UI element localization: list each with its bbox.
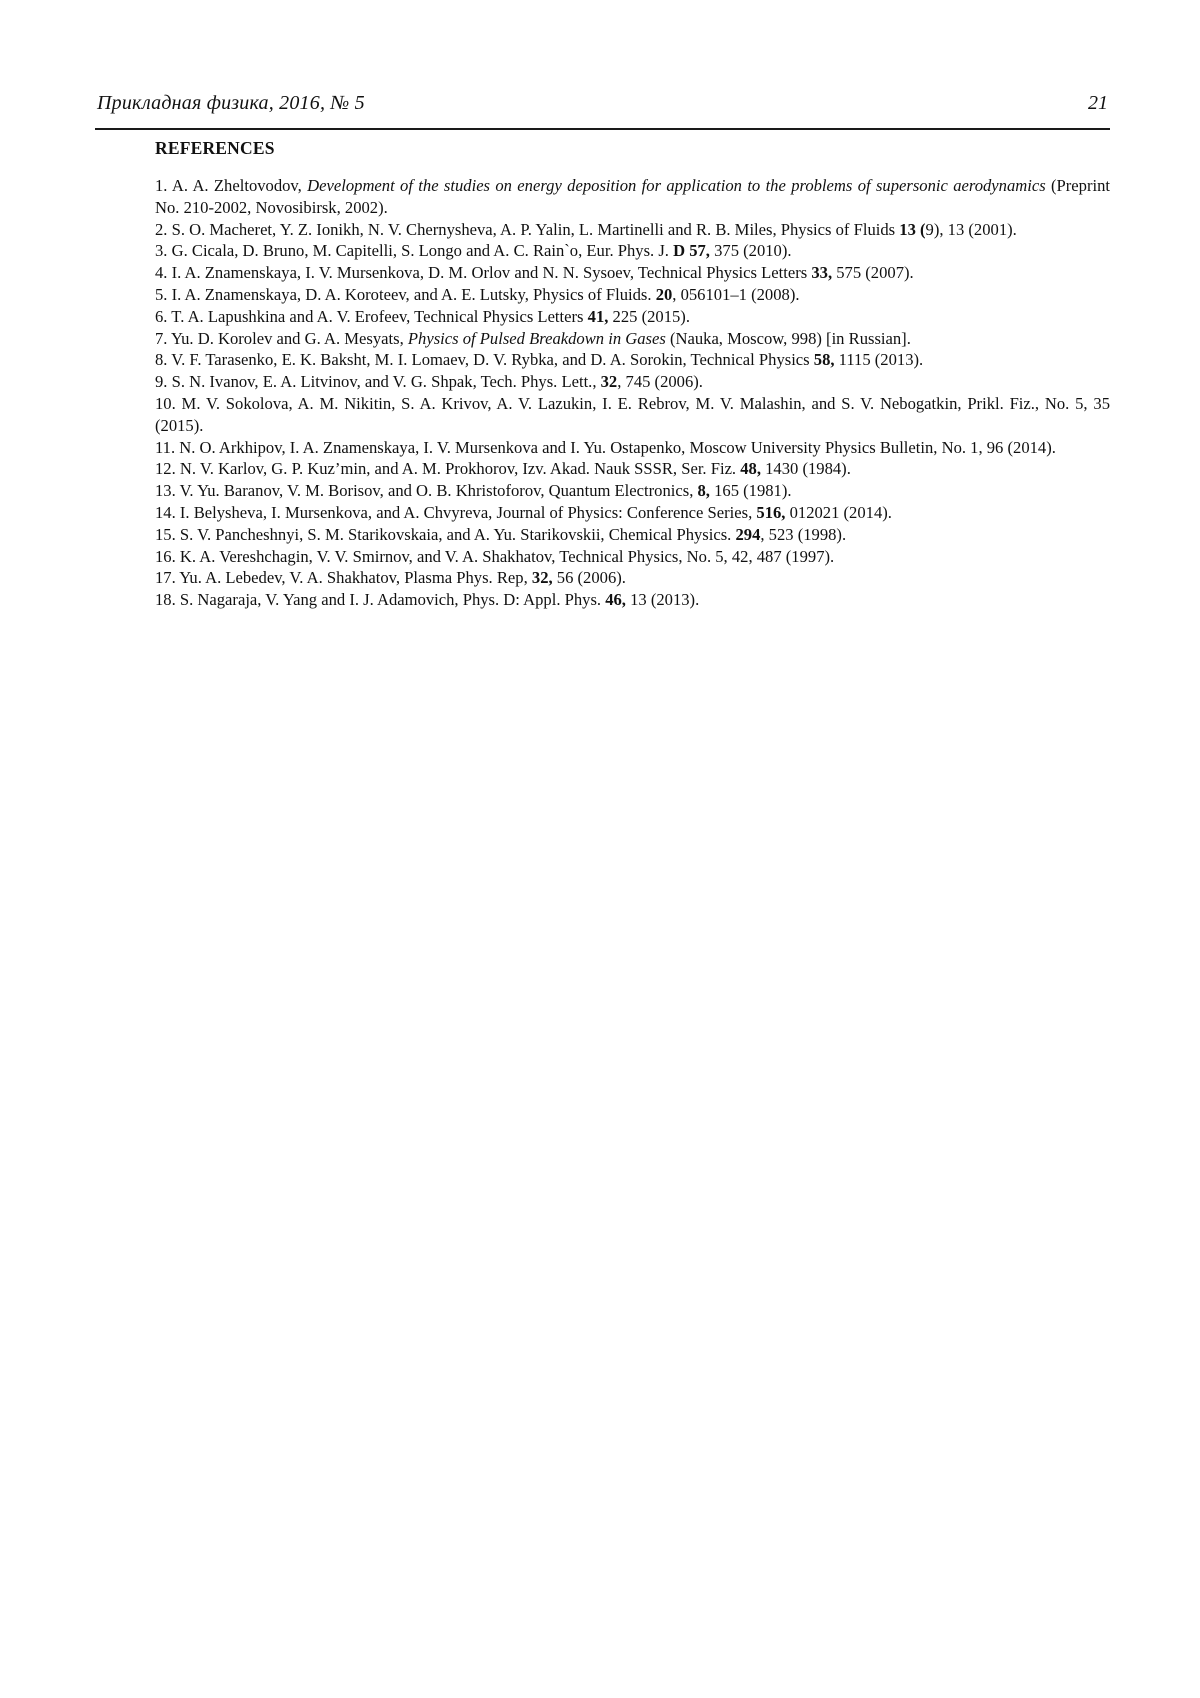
reference-text: 32	[600, 372, 618, 392]
reference-text: , 745 (2006).	[617, 372, 703, 392]
references-section	[155, 138, 1110, 611]
reference-text: 4. I. A. Znamenskaya, I. V. Mursenkova, D. M. Orlov and N. N. Sysoev, Technical Physics Letters	[155, 263, 812, 283]
reference-text: (Preprint No. 210-2002, Novosibirsk, 2002).	[155, 176, 1111, 217]
reference-item	[155, 371, 1110, 393]
reference-text: 294	[735, 524, 761, 544]
reference-text: 14. I. Belysheva, I. Mursenkova, and A. Chvyreva, Journal of Physics: Conference Series,	[155, 502, 757, 522]
reference-text: Physics of Pulsed Breakdown in Gases	[407, 328, 666, 348]
reference-list	[155, 175, 1110, 611]
reference-text: 58,	[813, 350, 835, 370]
journal-title: Прикладная физика, 2016, № 5	[97, 92, 365, 114]
reference-text: 7. Yu. D. Korolev and G. A. Mesyats,	[155, 328, 408, 348]
reference-text: 12. N. V. Karlov, G. P. Kuz’min, and A. M. Prokhorov, Izv. Akad. Nauk SSSR, Ser. Fiz.	[155, 459, 741, 479]
reference-text: 3. G. Cicala, D. Bruno, M. Capitelli, S. Longo and A. C. Rain`o, Eur. Phys. J.	[155, 241, 674, 261]
reference-item	[155, 480, 1110, 502]
reference-item	[155, 328, 1110, 350]
reference-text: 165 (1981).	[709, 481, 792, 501]
reference-text: 17. Yu. A. Lebedev, V. A. Shakhatov, Plasma Phys. Rep,	[155, 568, 532, 588]
running-header	[95, 90, 1110, 130]
reference-item	[155, 284, 1110, 306]
reference-item	[155, 219, 1110, 241]
reference-text: 32,	[531, 568, 553, 588]
reference-text: 1. A. A. Zheltovodov,	[155, 176, 308, 195]
reference-item	[155, 349, 1110, 371]
reference-item	[155, 524, 1110, 546]
reference-text: 516,	[756, 502, 786, 522]
reference-text: 012021 (2014).	[785, 502, 892, 522]
reference-text: 13	[899, 219, 916, 239]
reference-text: , 056101–1 (2008).	[672, 284, 800, 304]
reference-text: 48,	[740, 459, 761, 479]
references-heading: REFERENCES	[155, 138, 275, 158]
reference-text: 16. K. A. Vereshchagin, V. V. Smirnov, and V. A. Shakhatov, Technical Physics, No. 5, 42, 487 (1997).	[155, 546, 835, 566]
reference-text: (Nauka, Moscow, 998) [in Russian].	[665, 328, 911, 348]
reference-item	[155, 306, 1110, 328]
reference-item	[155, 589, 1110, 611]
reference-item	[155, 458, 1110, 480]
reference-text: 33,	[811, 263, 833, 283]
reference-text: 13. V. Yu. Baranov, V. M. Borisov, and O. B. Khristoforov, Quantum Electronics,	[155, 481, 698, 501]
reference-text: 1430 (1984).	[760, 459, 851, 479]
reference-text: (	[920, 219, 926, 239]
reference-text: 15. S. V. Pancheshnyi, S. M. Starikovskaia, and A. Yu. Starikovskii, Chemical Physics.	[155, 524, 736, 544]
reference-text: 8. V. F. Tarasenko, E. K. Baksht, M. I. Lomaev, D. V. Rybka, and D. A. Sorokin, Technical Physics	[155, 350, 814, 370]
reference-text: 8,	[697, 481, 710, 501]
reference-item	[155, 240, 1110, 262]
reference-text: 56 (2006).	[552, 568, 626, 588]
reference-text: 2. S. O. Macheret, Y. Z. Ionikh, N. V. Chernysheva, A. P. Yalin, L. Martinelli and R. B. Miles, Physics of Fluids	[155, 219, 900, 239]
reference-text: Development of the studies on energy deposition for application to the problems of supersonic aerodynamics	[307, 176, 1046, 195]
reference-text: 1115 (2013).	[834, 350, 924, 370]
reference-text: 375 (2010).	[709, 241, 792, 261]
reference-text: 575 (2007).	[832, 263, 914, 283]
reference-item	[155, 546, 1110, 568]
reference-text: 9. S. N. Ivanov, E. A. Litvinov, and V. G. Shpak, Tech. Phys. Lett.,	[155, 372, 601, 392]
reference-text: 11. N. O. Arkhipov, I. A. Znamenskaya, I. V. Mursenkova and I. Yu. Ostapenko, Moscow University Physics Bulletin, No. 1, 96 (2014).	[155, 437, 1056, 457]
reference-text: D 57,	[673, 241, 710, 261]
reference-item	[155, 502, 1110, 524]
reference-text: 9), 13 (2001).	[925, 219, 1017, 239]
reference-text: 41,	[587, 306, 609, 326]
reference-item	[155, 437, 1110, 459]
reference-item	[155, 567, 1110, 589]
reference-item	[155, 262, 1110, 284]
reference-text: 6. T. A. Lapushkina and A. V. Erofeev, Technical Physics Letters	[155, 306, 588, 326]
reference-text: 46,	[605, 590, 626, 610]
reference-text: 13 (2013).	[625, 590, 700, 610]
reference-text: 10. M. V. Sokolova, A. M. Nikitin, S. A. Krivov, A. V. Lazukin, I. E. Rebrov, M. V. Malashin, and S. V. Nebogatkin, Prikl. Fiz., No. 5, 35 (2015).	[155, 393, 1110, 435]
reference-item	[155, 393, 1110, 437]
reference-item	[155, 175, 1110, 219]
reference-text: , 523 (1998).	[760, 524, 847, 544]
reference-text: 18. S. Nagaraja, V. Yang and I. J. Adamovich, Phys. D: Appl. Phys.	[155, 590, 606, 610]
reference-text: 225 (2015).	[608, 306, 690, 326]
page-number: 21	[1088, 92, 1108, 114]
reference-text: 5. I. A. Znamenskaya, D. A. Koroteev, and A. E. Lutsky, Physics of Fluids.	[155, 284, 656, 304]
reference-text: 20	[655, 284, 673, 304]
